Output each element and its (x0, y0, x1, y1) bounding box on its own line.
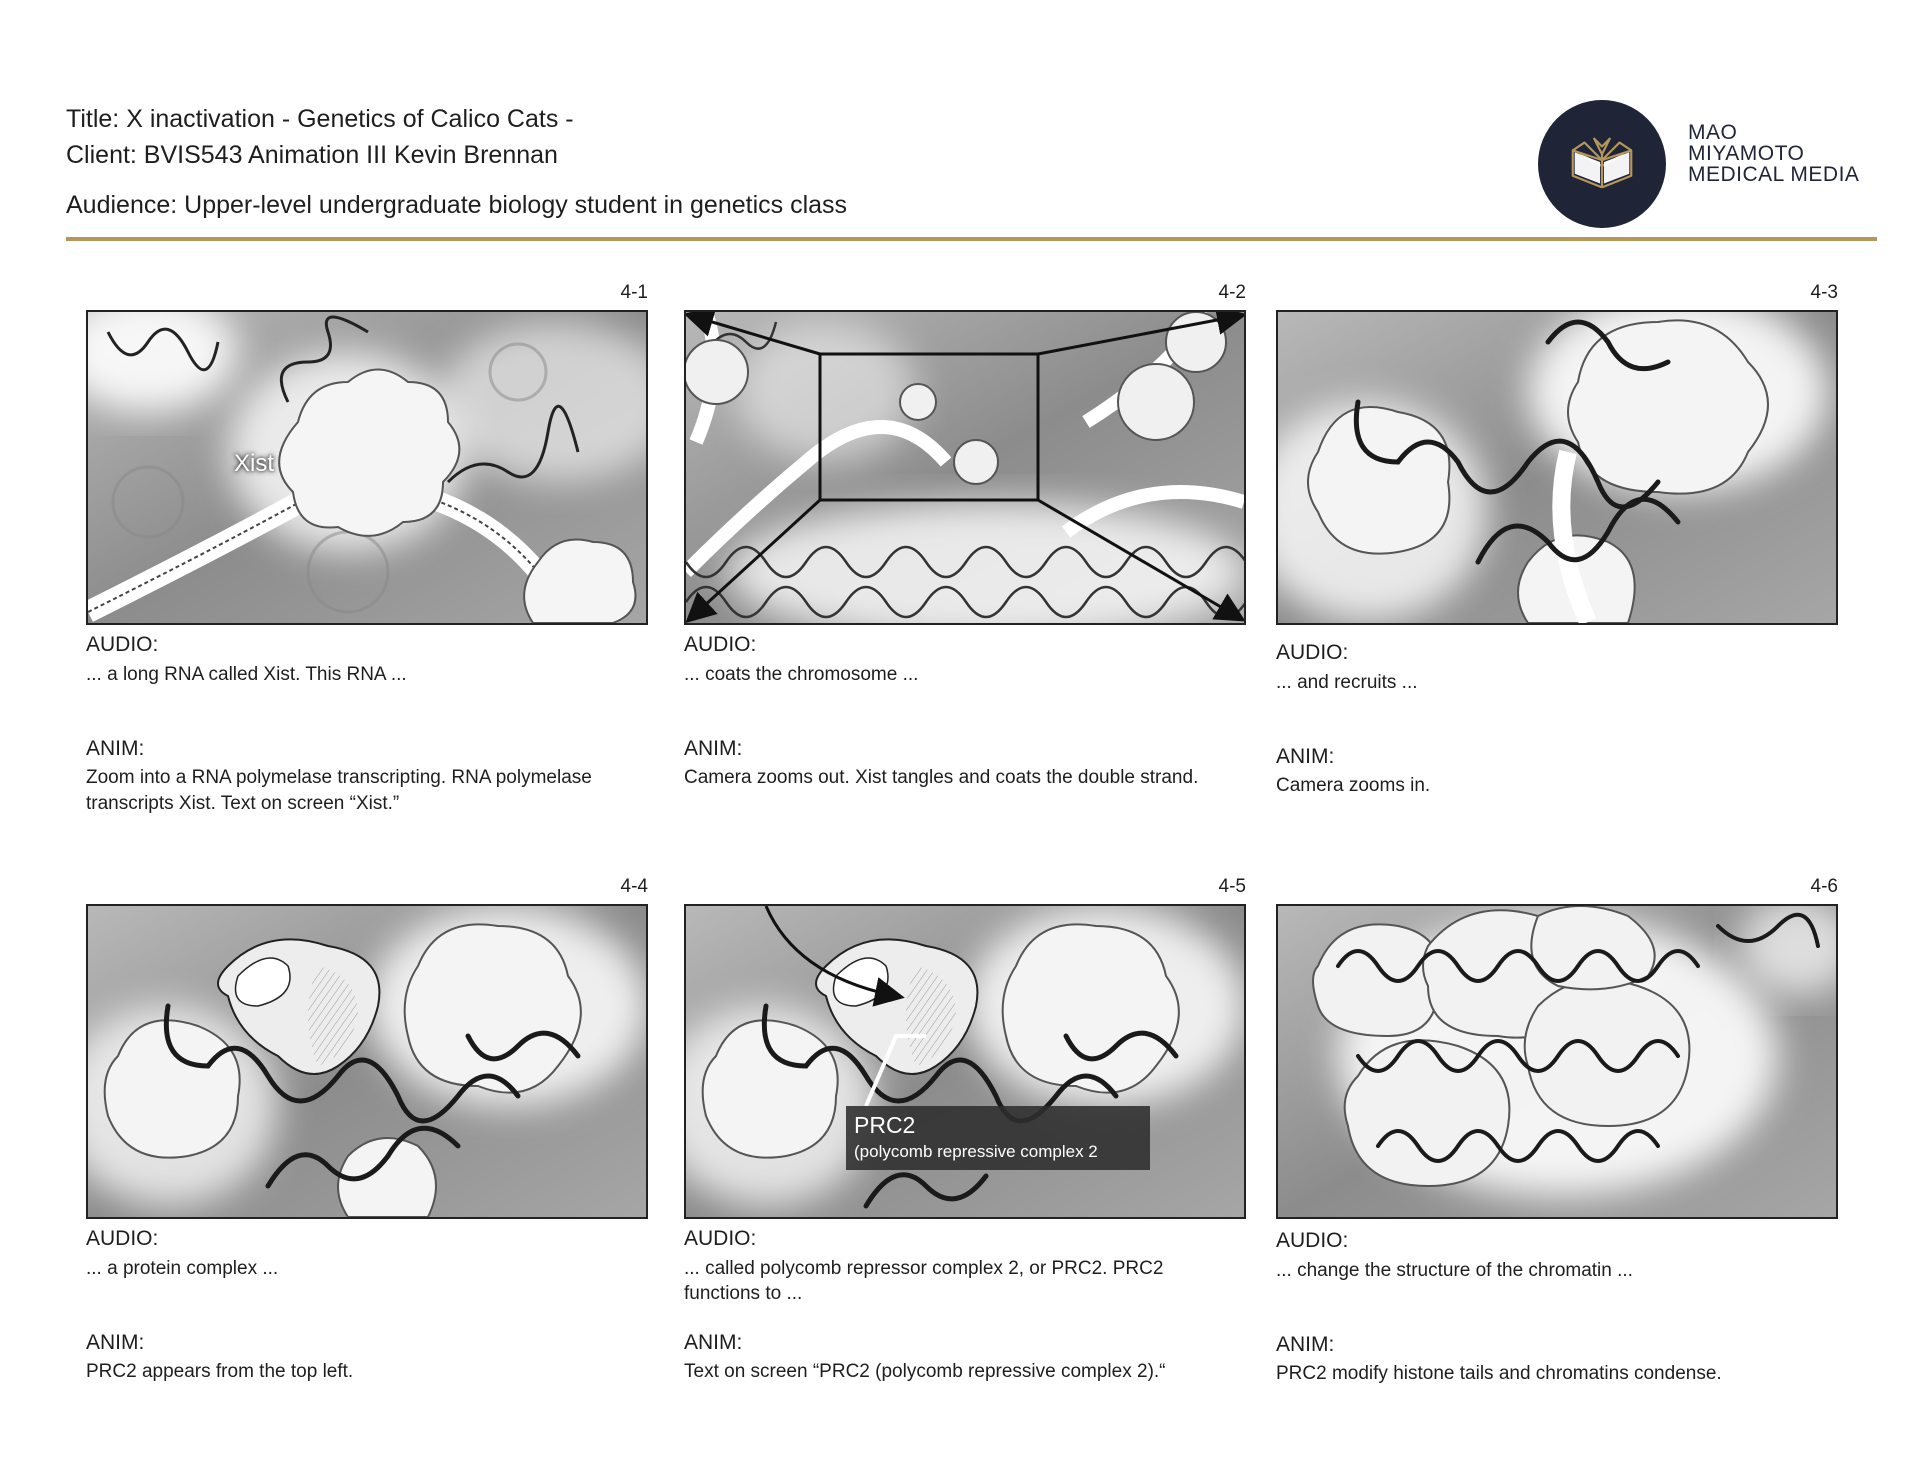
header-divider (66, 237, 1877, 241)
storyboard-panel-4-3 (1276, 282, 1838, 842)
anim-text: PRC2 appears from the top left. (86, 1361, 354, 1382)
audio-label: AUDIO: (1276, 641, 1349, 664)
audio-label: AUDIO: (684, 1227, 757, 1250)
panel-sketch-art (1278, 906, 1836, 1217)
prc2-callout-box (846, 1106, 1150, 1170)
audio-text: ... a protein complex ... (86, 1258, 279, 1279)
prc2-callout-title: PRC2 (854, 1112, 916, 1138)
audio-text: ... change the structure of the chromatin ... (1276, 1260, 1633, 1281)
anim-label: ANIM: (86, 1331, 145, 1354)
xist-overlay-label: Xist (234, 450, 275, 477)
audio-label: AUDIO: (86, 1227, 159, 1250)
audio-label: AUDIO: (684, 633, 757, 656)
audio-text: ... coats the chromosome ... (684, 664, 919, 685)
anim-label: ANIM: (1276, 1333, 1335, 1356)
audio-label: AUDIO: (86, 633, 159, 656)
client-line: Client: BVIS543 Animation III Kevin Brennan (66, 141, 558, 169)
anim-text: Zoom into a RNA polymelase transcripting. RNA polymelase transcripts Xist. Text on screen “Xist.” (86, 767, 592, 814)
logo-line-1: MAO (1688, 121, 1738, 144)
audio-text: ... a long RNA called Xist. This RNA ... (86, 664, 407, 685)
logo-line-3: MEDICAL MEDIA (1688, 163, 1860, 186)
logo-line-2: MIYAMOTO (1688, 142, 1805, 165)
anim-text: Camera zooms out. Xist tangles and coats the double strand. (684, 767, 1199, 788)
panel-number: 4-5 (1218, 876, 1246, 897)
anim-label: ANIM: (86, 737, 145, 760)
audio-text: ... and recruits ... (1276, 672, 1418, 693)
panel-frame (1276, 904, 1838, 1219)
anim-label: ANIM: (684, 737, 743, 760)
panel-number: 4-3 (1810, 282, 1838, 303)
anim-text: Camera zooms in. (1276, 775, 1431, 796)
anim-label: ANIM: (1276, 745, 1335, 768)
panel-frame (684, 904, 1246, 1219)
prc2-callout-subtitle: (polycomb repressive complex 2 (854, 1142, 1098, 1161)
anim-text: PRC2 modify histone tails and chromatins condense. (1276, 1363, 1722, 1384)
panel-number: 4-6 (1810, 876, 1838, 897)
logo-badge (1538, 100, 1666, 228)
panel-sketch-art (686, 906, 1244, 1217)
panel-number: 4-4 (620, 876, 648, 897)
audio-text: ... called polycomb repressor complex 2, or PRC2. PRC2 functions to ... (684, 1258, 1164, 1304)
storyboard-panel-4-4 (86, 876, 648, 1396)
audience-line: Audience: Upper-level undergraduate biology student in genetics class (66, 191, 848, 219)
open-book-logo-icon (1563, 125, 1641, 203)
storyboard-panel-4-5 (684, 876, 1246, 1396)
panel-sketch-art (88, 906, 646, 1217)
storyboard-panel-4-2 (684, 282, 1246, 842)
anim-label: ANIM: (684, 1331, 743, 1354)
panel-sketch-art (88, 312, 646, 623)
anim-text: Text on screen “PRC2 (polycomb repressive complex 2).“ (684, 1361, 1166, 1382)
storyboard-panel-4-1 (86, 282, 648, 842)
panel-frame (1276, 310, 1838, 625)
logo-wordmark (1688, 122, 1859, 185)
document-title: Title: X inactivation - Genetics of Calico Cats - (66, 105, 574, 133)
panel-number: 4-2 (1218, 282, 1246, 303)
panel-frame (86, 904, 648, 1219)
storyboard-panel-4-6 (1276, 876, 1838, 1396)
panel-sketch-art (1278, 312, 1836, 623)
panel-number: 4-1 (620, 282, 648, 303)
panel-sketch-art (686, 312, 1244, 623)
panel-frame (684, 310, 1246, 625)
audio-label: AUDIO: (1276, 1229, 1349, 1252)
panel-frame (86, 310, 648, 625)
